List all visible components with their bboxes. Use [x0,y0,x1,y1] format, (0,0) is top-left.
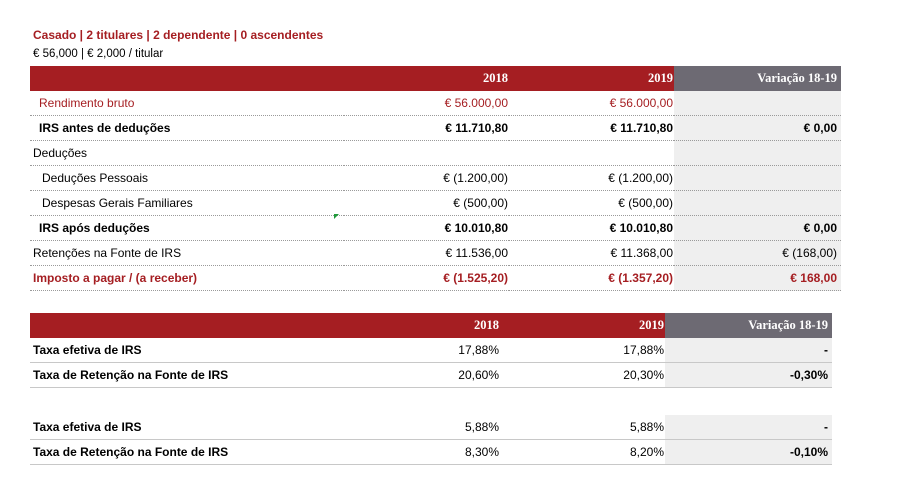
cell-variation: € 0,00 [674,116,841,141]
row-label: Despesas Gerais Familiares [30,191,344,216]
cell-2019: € 11.368,00 [509,241,674,266]
cell-variation: - [665,338,832,363]
cell-2018: € 10.010,80 [344,216,509,241]
table-row [30,440,832,465]
irs-table [30,66,841,291]
col-2019: 2019 [500,313,665,338]
cell-variation: -0,10% [665,440,832,465]
cell-variation [674,191,841,216]
cell-2019: 17,88% [500,338,665,363]
cell-variation: - [665,415,832,440]
cell-variation: € 168,00 [674,266,841,291]
cell-2019: 5,88% [500,415,665,440]
cell-2019 [509,141,674,166]
table-row [30,91,841,116]
cell-2018: 17,88% [335,338,500,363]
cell-2019: 20,30% [500,363,665,388]
table-row [30,363,832,388]
rates-table [30,313,832,388]
table-header [30,313,832,338]
col-2019: 2019 [509,66,674,91]
table-row [30,266,841,291]
profile-title: Casado | 2 titulares | 2 dependente | 0 ascendentes [33,28,324,42]
row-label: Taxa efetiva de IRS [30,338,335,363]
cell-2018: 8,30% [335,440,500,465]
cell-variation [674,141,841,166]
row-label: Deduções Pessoais [30,166,344,191]
cell-2019: € (1.357,20) [509,266,674,291]
cell-2019: € 56.000,00 [509,91,674,116]
cell-2018: € 11.710,80 [344,116,509,141]
table-header [30,66,841,91]
table-row [30,216,841,241]
row-label: Taxa efetiva de IRS [30,415,335,440]
row-label: Rendimento bruto [30,91,344,116]
income-summary: € 56,000 | € 2,000 / titular [33,48,164,60]
row-label: Taxa de Retenção na Fonte de IRS [30,363,335,388]
cell-2018: 20,60% [335,363,500,388]
row-label: IRS após deduções [30,216,344,241]
table-row [30,338,832,363]
row-label: Taxa de Retenção na Fonte de IRS [30,440,335,465]
col-2018: 2018 [335,313,500,338]
row-label: Imposto a pagar / (a receber) [30,266,344,291]
table-row [30,191,841,216]
cell-2019: € 11.710,80 [509,116,674,141]
col-2018: 2018 [344,66,509,91]
cell-2019: 8,20% [500,440,665,465]
table-row [30,166,841,191]
cell-2018: € (500,00) [344,191,509,216]
cell-2018: € 56.000,00 [344,91,509,116]
row-label: IRS antes de deduções [30,116,344,141]
cell-variation: € (168,00) [674,241,841,266]
cell-2019: € 10.010,80 [509,216,674,241]
comment-marker [334,214,339,219]
table-row [30,241,841,266]
cell-2018: € (1.200,00) [344,166,509,191]
col-variation: Variação 18-19 [674,66,841,91]
cell-2018: € (1.525,20) [344,266,509,291]
col-variation: Variação 18-19 [665,313,832,338]
cell-2018: 5,88% [335,415,500,440]
cell-variation [674,91,841,116]
row-label: Deduções [30,141,344,166]
row-label: Retenções na Fonte de IRS [30,241,344,266]
table-row [30,415,832,440]
cell-2019: € (500,00) [509,191,674,216]
table-row [30,141,841,166]
table-row [30,116,841,141]
cell-variation [674,166,841,191]
cell-2018 [344,141,509,166]
cell-2018: € 11.536,00 [344,241,509,266]
cell-variation: -0,30% [665,363,832,388]
cell-2019: € (1.200,00) [509,166,674,191]
rates-table-secondary [30,415,832,465]
cell-variation: € 0,00 [674,216,841,241]
